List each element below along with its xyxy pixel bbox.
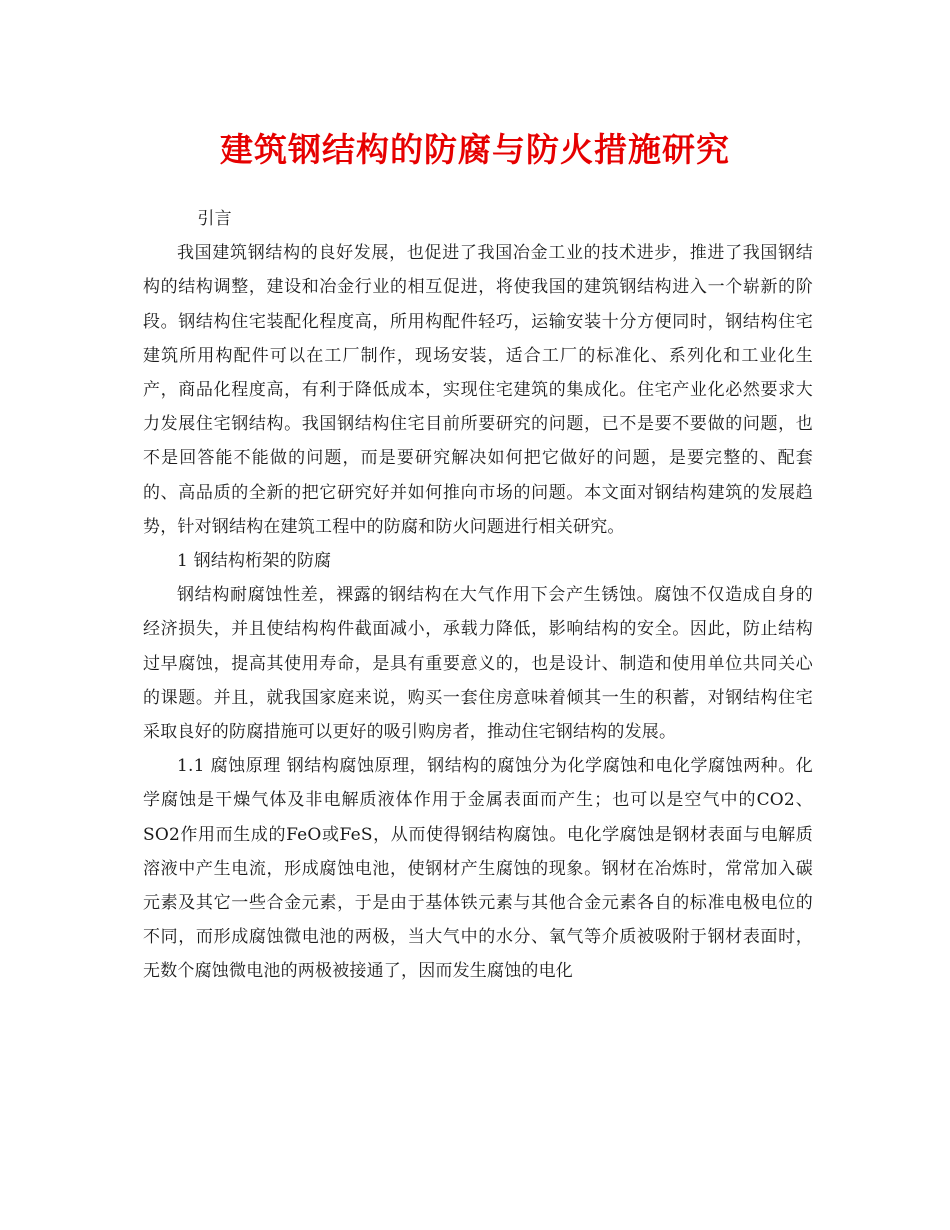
page-title: 建筑钢结构的防腐与防火措施研究 xyxy=(220,130,730,169)
paragraph-section-1-1: 1.1 腐蚀原理 钢结构腐蚀原理，钢结构的腐蚀分为化学腐蚀和电化学腐蚀两种。化学腐蚀是干燥气体及非电解质液体作用于金属表面而产生；也可以是空气中的CO2、SO2作用而生成的FeO或FeS，从而使得钢结构腐蚀。电化学腐蚀是钢材表面与电解质溶液中产生电流，形成腐蚀电池，使钢材产生腐蚀的现象。钢材在冶炼时，常常加入碳元素及其它一些合金元素，于是由于基体铁元素与其他合金元素各自的标准电极电位的不同，而形成腐蚀微电池的两极，当大气中的水分、氧气等介质被吸附于钢材表面时，无数个腐蚀微电池的两极被接通了，因而发生腐蚀的电化 xyxy=(143,756,813,982)
document-body xyxy=(143,202,813,989)
paragraph-intro: 我国建筑钢结构的良好发展，也促进了我国冶金工业的技术进步，推进了我国钢结构的结构调整，建设和冶金行业的相互促进，将使我国的建筑钢结构进入一个崭新的阶段。钢结构住宅装配化程度高，所用构配件轻巧，运输安装十分方便同时，钢结构住宅建筑所用构配件可以在工厂制作，现场安装，适合工厂的标准化、系列化和工业化生产，商品化程度高，有利于降低成本，实现住宅建筑的集成化。住宅产业化必然要求大力发展住宅钢结构。我国钢结构住宅目前所要研究的问题，已不是要不要做的问题，也不是回答能不能做的问题，而是要研究解决如何把它做好的问题，是要完整的、配套的、高品质的全新的把它研究好并如何推向市场的问题。本文面对钢结构建筑的发展趋势，针对钢结构在建筑工程中的防腐和防火问题进行相关研究。 xyxy=(143,243,813,537)
section-heading-1: 1 钢结构桁架的防腐 xyxy=(177,551,332,572)
paragraph-section-1: 钢结构耐腐蚀性差，裸露的钢结构在大气作用下会产生锈蚀。腐蚀不仅造成自身的经济损失，并且使结构构件截面减小，承载力降低，影响结构的安全。因此，防止结构过早腐蚀，提高其使用寿命，是具有重要意义的，也是设计、制造和使用单位共同关心的课题。并且，就我国家庭来说，购买一套住房意味着倾其一生的积蓄，对钢结构住宅采取良好的防腐措施可以更好的吸引购房者，推动住宅钢结构的发展。 xyxy=(143,585,813,743)
section-heading-intro: 引言 xyxy=(197,209,232,229)
